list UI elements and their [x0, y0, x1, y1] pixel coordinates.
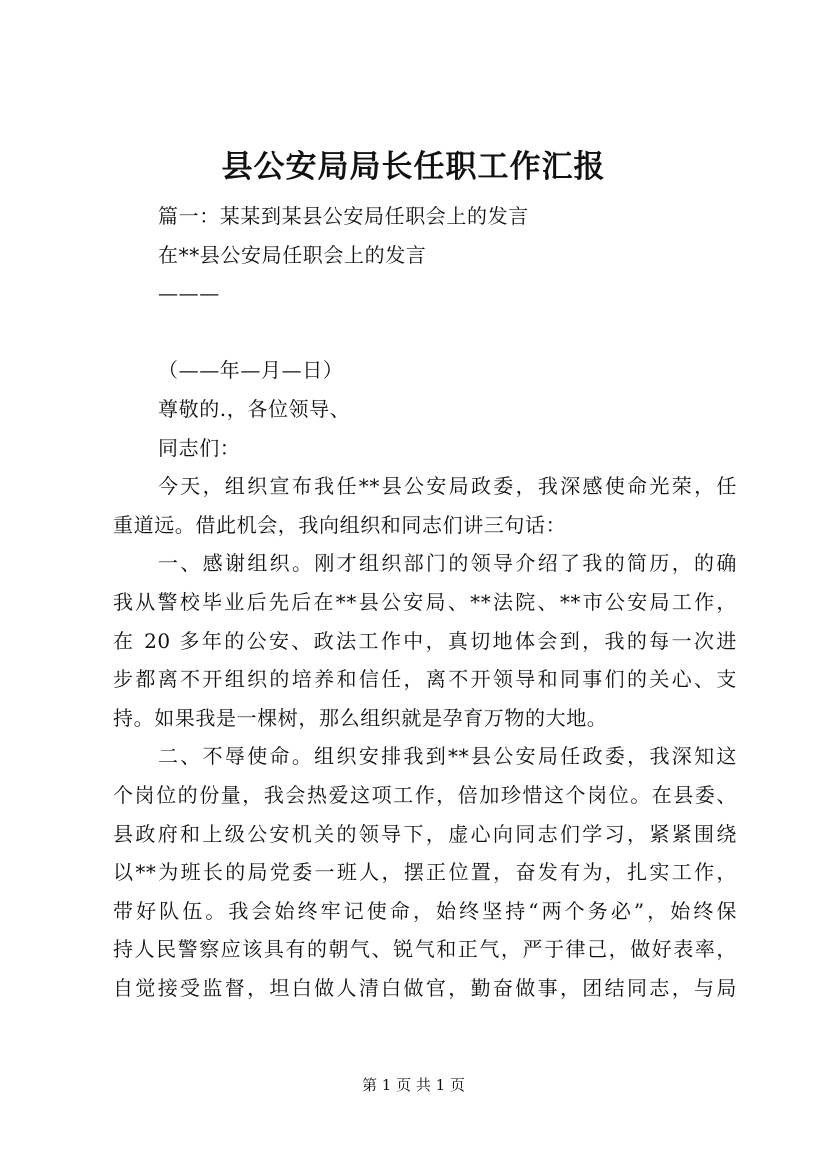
- paragraph-line: 个岗位的份量，我会热爱这项工作，倍加珍惜这个岗位。在县委、: [113, 782, 737, 807]
- paragraph-line: 在 20 多年的公安、政法工作中，真切地体会到，我的每一次进: [113, 628, 737, 653]
- page-footer: 第 1 页 共 1 页: [362, 1076, 465, 1094]
- speech-title: 在**县公安局任职会上的发言: [158, 242, 427, 267]
- paragraph-line: 二、不辱使命。组织安排我到**县公安局任政委，我深知这: [158, 744, 737, 769]
- salutation-line-1: 尊敬的.，各位领导、: [158, 396, 351, 421]
- paragraph-line: 持。如果我是一棵树，那么组织就是孕育万物的大地。: [113, 705, 608, 730]
- paragraph-line: 以**为班长的局党委一班人，摆正位置，奋发有为，扎实工作，: [113, 860, 737, 885]
- paragraph-line: 持人民警察应该具有的朝气、锐气和正气，严于律己，做好表率，: [113, 937, 737, 962]
- speaker-placeholder: ———: [158, 281, 220, 306]
- paragraph-line: 自觉接受监督，坦白做人清白做官，勤奋做事，团结同志，与局: [113, 975, 737, 1000]
- paragraph-line: 今天，组织宣布我任**县公安局政委，我深感使命光荣，任: [158, 474, 737, 499]
- blank-line: [113, 313, 737, 352]
- paragraph-line: 一、感谢组织。刚才组织部门的领导介绍了我的简历，的确: [158, 551, 737, 576]
- paragraph-line: 步都离不开组织的培养和信任，离不开领导和同事们的关心、支: [113, 667, 737, 692]
- document-body: [113, 197, 737, 1007]
- paragraph-line: 县政府和上级公安机关的领导下，虚心向同志们学习，紧紧围绕: [113, 821, 737, 846]
- paragraph-line: 重道远。借此机会，我向组织和同志们讲三句话：: [113, 512, 567, 537]
- document-title: 县公安局局长任职工作汇报: [221, 149, 606, 185]
- date-placeholder: （——年—月—日）: [158, 358, 344, 383]
- paragraph-line: 我从警校毕业后先后在**县公安局、**法院、**市公安局工作，: [113, 589, 737, 614]
- section-heading: 篇一：某某到某县公安局任职会上的发言: [158, 204, 529, 228]
- salutation-line-2: 同志们：: [158, 435, 241, 460]
- paragraph-line: 带好队伍。我会始终牢记使命，始终坚持“两个务必”，始终保: [113, 898, 737, 923]
